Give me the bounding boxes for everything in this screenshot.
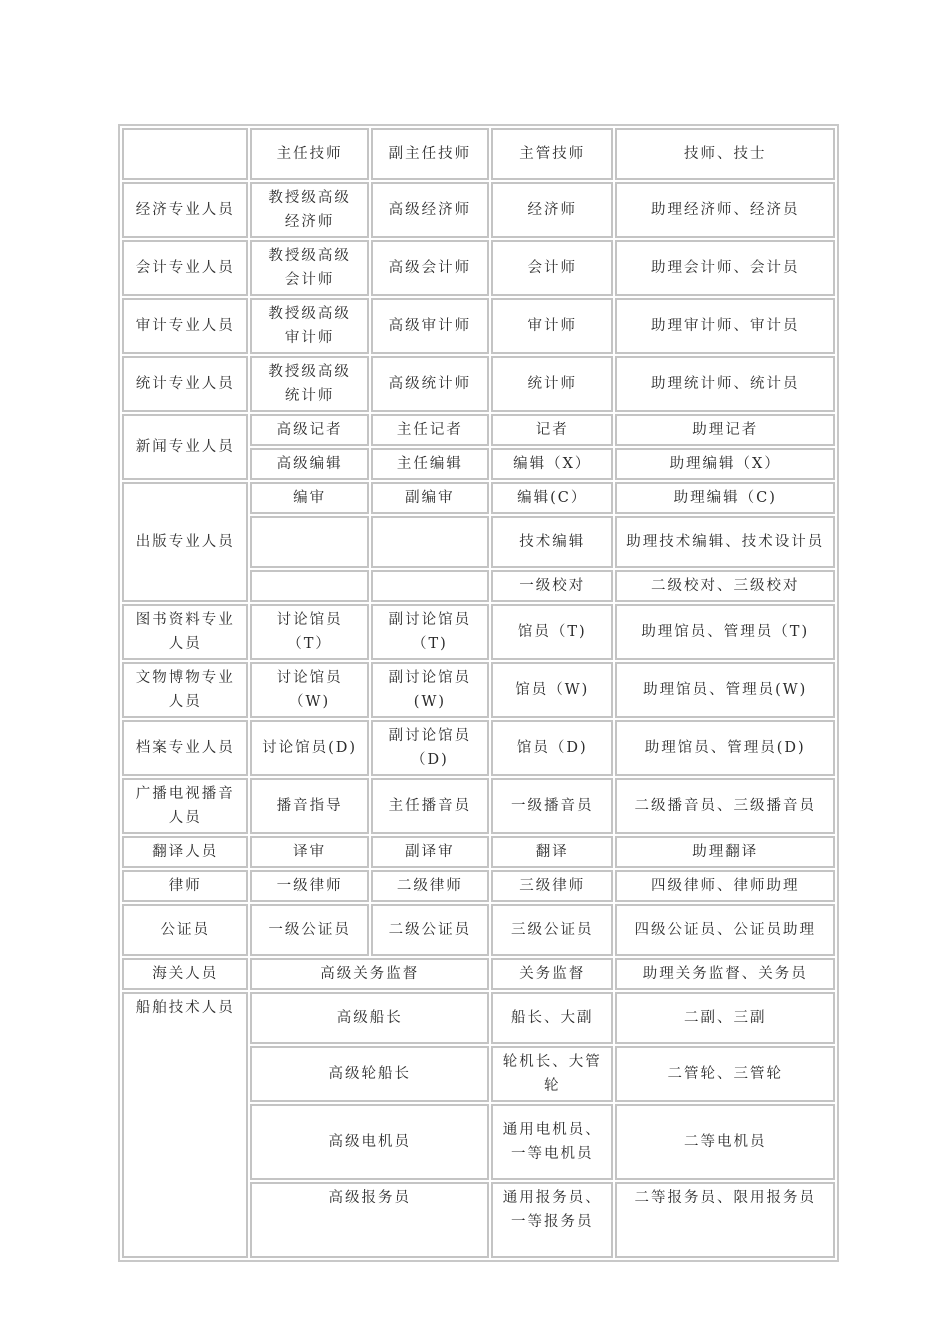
header-cell: 主任技师	[250, 128, 368, 180]
table-cell: 副讨论馆员(W)	[371, 662, 489, 718]
row-label: 出版专业人员	[122, 482, 248, 602]
table-cell: 船长、大副	[491, 992, 613, 1044]
table-cell: 助理关务监督、关务员	[615, 958, 835, 990]
table-cell: 编辑（X）	[491, 448, 613, 480]
table-cell: 助理编辑（X）	[615, 448, 835, 480]
row-label: 广播电视播音人员	[122, 778, 248, 834]
qualification-table	[118, 124, 839, 1262]
row-label: 统计专业人员	[122, 356, 248, 412]
table-cell: 助理统计师、统计员	[615, 356, 835, 412]
table-cell: 四级公证员、公证员助理	[615, 904, 835, 956]
table-row	[122, 240, 835, 296]
table-row	[122, 662, 835, 718]
table-cell: 主任编辑	[371, 448, 489, 480]
table-cell: 教授级高级统计师	[250, 356, 368, 412]
header-cell: 主管技师	[491, 128, 613, 180]
table-cell: 二级律师	[371, 870, 489, 902]
table-cell: 讨论馆员（W)	[250, 662, 368, 718]
table-cell: 主任播音员	[371, 778, 489, 834]
table-cell: 通用电机员、一等电机员	[491, 1104, 613, 1180]
table-cell: 高级关务监督	[250, 958, 489, 990]
table-cell: 通用报务员、一等报务员	[491, 1182, 613, 1258]
table-row	[122, 958, 835, 990]
table-cell: 一级校对	[491, 570, 613, 602]
table-cell: 二级播音员、三级播音员	[615, 778, 835, 834]
row-label: 翻译人员	[122, 836, 248, 868]
table-cell: 二级公证员	[371, 904, 489, 956]
table-cell: 统计师	[491, 356, 613, 412]
table-cell: 助理记者	[615, 414, 835, 446]
row-label: 图书资料专业人员	[122, 604, 248, 660]
table-header-row	[122, 128, 835, 180]
table-row	[122, 904, 835, 956]
row-label: 公证员	[122, 904, 248, 956]
table-cell: 关务监督	[491, 958, 613, 990]
table-cell: 教授级高级会计师	[250, 240, 368, 296]
table-cell: 助理馆员、管理员（T)	[615, 604, 835, 660]
table-cell: 经济师	[491, 182, 613, 238]
table-cell: 编辑(C）	[491, 482, 613, 514]
table-cell: 主任记者	[371, 414, 489, 446]
table-cell: 高级会计师	[371, 240, 489, 296]
table-cell: 助理馆员、管理员(W)	[615, 662, 835, 718]
table-row	[122, 414, 835, 446]
table-cell: 高级审计师	[371, 298, 489, 354]
table-cell: 馆员（T)	[491, 604, 613, 660]
row-label: 会计专业人员	[122, 240, 248, 296]
table-cell: 二管轮、三管轮	[615, 1046, 835, 1102]
table-cell	[371, 570, 489, 602]
table-cell: 高级编辑	[250, 448, 368, 480]
table-row	[122, 720, 835, 776]
table-cell: 高级电机员	[250, 1104, 489, 1180]
table-cell: 轮机长、大管轮	[491, 1046, 613, 1102]
row-label: 经济专业人员	[122, 182, 248, 238]
row-label: 船舶技术人员	[122, 992, 248, 1258]
table-cell	[250, 516, 368, 568]
table-cell: 助理经济师、经济员	[615, 182, 835, 238]
table-cell	[371, 516, 489, 568]
header-cell: 副主任技师	[371, 128, 489, 180]
table-cell: 三级公证员	[491, 904, 613, 956]
table-cell: 副译审	[371, 836, 489, 868]
table-row	[122, 870, 835, 902]
table-cell: 播音指导	[250, 778, 368, 834]
table-cell: 副讨论馆员（D)	[371, 720, 489, 776]
table-cell: 馆员（W)	[491, 662, 613, 718]
table-cell: 教授级高级经济师	[250, 182, 368, 238]
header-cell: 技师、技士	[615, 128, 835, 180]
table-cell: 讨论馆员（T）	[250, 604, 368, 660]
table-row	[122, 482, 835, 514]
row-label: 档案专业人员	[122, 720, 248, 776]
row-label: 新闻专业人员	[122, 414, 248, 480]
table-cell: 讨论馆员(D)	[250, 720, 368, 776]
header-cell	[122, 128, 248, 180]
table-cell: 二级校对、三级校对	[615, 570, 835, 602]
table-cell: 助理翻译	[615, 836, 835, 868]
table-cell: 一级播音员	[491, 778, 613, 834]
row-label: 审计专业人员	[122, 298, 248, 354]
table-cell: 四级律师、律师助理	[615, 870, 835, 902]
table-cell: 译审	[250, 836, 368, 868]
table-cell	[250, 570, 368, 602]
table-cell: 高级船长	[250, 992, 489, 1044]
row-label: 海关人员	[122, 958, 248, 990]
table-cell: 二等报务员、限用报务员	[615, 1182, 835, 1258]
table-cell: 助理技术编辑、技术设计员	[615, 516, 835, 568]
table-cell: 会计师	[491, 240, 613, 296]
table-row	[122, 778, 835, 834]
table-row	[122, 604, 835, 660]
table-cell: 高级统计师	[371, 356, 489, 412]
table-row	[122, 182, 835, 238]
table-cell: 副讨论馆员（T)	[371, 604, 489, 660]
table-cell: 副编审	[371, 482, 489, 514]
table-row	[122, 992, 835, 1044]
table-cell: 三级律师	[491, 870, 613, 902]
table-cell: 一级公证员	[250, 904, 368, 956]
table-cell: 审计师	[491, 298, 613, 354]
table-cell: 高级经济师	[371, 182, 489, 238]
table-cell: 助理审计师、审计员	[615, 298, 835, 354]
table-row	[122, 356, 835, 412]
table-cell: 高级轮船长	[250, 1046, 489, 1102]
table-cell: 记者	[491, 414, 613, 446]
table-cell: 助理馆员、管理员(D)	[615, 720, 835, 776]
table-cell: 技术编辑	[491, 516, 613, 568]
table-row	[122, 298, 835, 354]
table-cell: 二副、三副	[615, 992, 835, 1044]
table-cell: 编审	[250, 482, 368, 514]
table-cell: 二等电机员	[615, 1104, 835, 1180]
table-cell: 高级报务员	[250, 1182, 489, 1258]
table-row	[122, 836, 835, 868]
table-cell: 馆员（D)	[491, 720, 613, 776]
table-cell: 助理编辑（C)	[615, 482, 835, 514]
table-cell: 高级记者	[250, 414, 368, 446]
document-page	[118, 124, 839, 1230]
table-cell: 一级律师	[250, 870, 368, 902]
table-cell: 助理会计师、会计员	[615, 240, 835, 296]
table-cell: 翻译	[491, 836, 613, 868]
table-cell: 教授级高级审计师	[250, 298, 368, 354]
row-label: 文物博物专业人员	[122, 662, 248, 718]
row-label: 律师	[122, 870, 248, 902]
